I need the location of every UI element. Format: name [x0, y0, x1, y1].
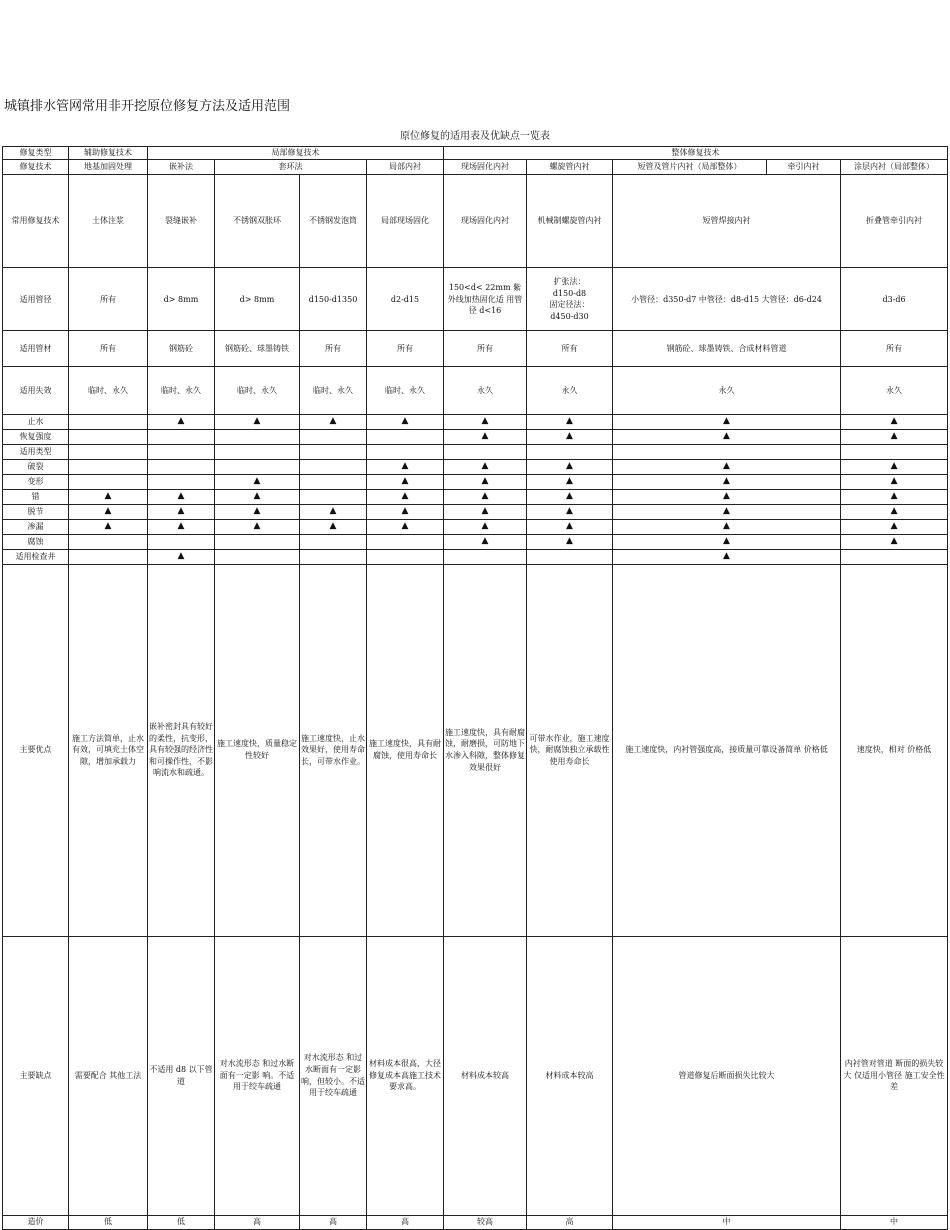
cell: 永久 — [613, 367, 841, 414]
triangle-mark-icon: ▲ — [444, 504, 527, 519]
header-cell: 折叠管牵引内衬 — [841, 174, 948, 268]
row-type — [3, 444, 948, 459]
cell: 管道修复后断面损失比较大 — [613, 936, 841, 1215]
triangle-mark-icon: ▲ — [367, 504, 444, 519]
cell: 临时、永久 — [300, 367, 367, 414]
triangle-mark-icon: ▲ — [841, 414, 948, 429]
cell: 材料成本很高，大径修复成本高施工技术要求高。 — [367, 936, 444, 1215]
cell-line: d450-d30 — [550, 311, 589, 321]
row-label: 恢复强度 — [3, 429, 69, 444]
triangle-mark-icon: ▲ — [841, 489, 948, 504]
row-diameter — [3, 268, 948, 331]
cell: 钢筋砼、球墨铸铁 — [215, 331, 300, 367]
cell: 施工速度快，质量稳定性较好 — [215, 564, 300, 936]
header-cell: 局部现场固化 — [367, 174, 444, 268]
cell: 所有 — [69, 268, 148, 331]
cell: 低 — [69, 1215, 148, 1229]
row-manhole — [3, 549, 948, 564]
cell: 临时、永久 — [215, 367, 300, 414]
row-stop-water — [3, 414, 948, 429]
row-label: 主要缺点 — [3, 936, 69, 1215]
cell: 施工速度快，止水效果好，使用寿命长，可带水作业。 — [300, 564, 367, 936]
triangle-mark-icon: ▲ — [613, 414, 841, 429]
cell: 所有 — [69, 331, 148, 367]
triangle-mark-icon: ▲ — [444, 474, 527, 489]
triangle-mark-icon: ▲ — [527, 489, 613, 504]
row-label: 适用失效 — [3, 367, 69, 414]
cell: 永久 — [841, 367, 948, 414]
triangle-mark-icon: ▲ — [148, 549, 215, 564]
cell: 所有 — [841, 331, 948, 367]
row-strength — [3, 429, 948, 444]
triangle-mark-icon: ▲ — [300, 414, 367, 429]
cell: 施工速度快，内衬管强度高，接质量可靠设备简单 价格低 — [613, 564, 841, 936]
triangle-mark-icon: ▲ — [527, 459, 613, 474]
row-label: 腐蚀 — [3, 534, 69, 549]
cell: d3-d6 — [841, 268, 948, 331]
triangle-mark-icon: ▲ — [613, 489, 841, 504]
triangle-mark-icon: ▲ — [148, 504, 215, 519]
triangle-mark-icon: ▲ — [69, 504, 148, 519]
row-label: 适用检查井 — [3, 549, 69, 564]
cell: 钢筋砼 — [148, 331, 215, 367]
triangle-mark-icon: ▲ — [527, 534, 613, 549]
row-leak — [3, 519, 948, 534]
cell: 需要配合 其他工法 — [69, 936, 148, 1215]
triangle-mark-icon: ▲ — [148, 489, 215, 504]
cell: 永久 — [527, 367, 613, 414]
triangle-mark-icon: ▲ — [841, 459, 948, 474]
cell: 所有 — [444, 331, 527, 367]
row-label: 破裂 — [3, 459, 69, 474]
cell: 可带水作业，施工速度快，耐腐蚀独立承载性使用寿命长 — [527, 564, 613, 936]
cell: d> 8mm — [215, 268, 300, 331]
header-whole: 整体修复技术 — [444, 147, 948, 160]
triangle-mark-icon: ▲ — [527, 429, 613, 444]
triangle-mark-icon: ▲ — [148, 414, 215, 429]
row-label: 变形 — [3, 474, 69, 489]
cell: 高 — [367, 1215, 444, 1229]
triangle-mark-icon: ▲ — [444, 534, 527, 549]
row-effect — [3, 367, 948, 414]
row-deform — [3, 474, 948, 489]
cell: d2-d15 — [367, 268, 444, 331]
triangle-mark-icon: ▲ — [367, 519, 444, 534]
cell: 临时、永久 — [367, 367, 444, 414]
header-cell: 短管焊接内衬 — [613, 174, 841, 268]
triangle-mark-icon: ▲ — [367, 414, 444, 429]
triangle-mark-icon: ▲ — [215, 504, 300, 519]
cell: 高 — [215, 1215, 300, 1229]
header-row-common — [3, 174, 948, 268]
row-material — [3, 331, 948, 367]
cell: 150<d< 22mm 紫外线加热固化适 用管径 d<16 — [444, 268, 527, 331]
header-cell: 涂层内衬（局部整体） — [841, 159, 948, 174]
triangle-mark-icon: ▲ — [367, 459, 444, 474]
cell: 中 — [841, 1215, 948, 1229]
triangle-mark-icon: ▲ — [367, 489, 444, 504]
triangle-mark-icon: ▲ — [613, 474, 841, 489]
header-cell: 短管及管片内衬（局部整体） — [613, 159, 767, 174]
triangle-mark-icon: ▲ — [300, 519, 367, 534]
triangle-mark-icon: ▲ — [527, 474, 613, 489]
triangle-mark-icon: ▲ — [527, 414, 613, 429]
cell: 低 — [148, 1215, 215, 1229]
triangle-mark-icon: ▲ — [300, 504, 367, 519]
cell: 材料成本较高 — [444, 936, 527, 1215]
row-label: 渗漏 — [3, 519, 69, 534]
cell: d> 8mm — [148, 268, 215, 331]
row-label: 错 — [3, 489, 69, 504]
header-cell: 嵌补法 — [148, 159, 215, 174]
header-cell: 机械制螺旋管内衬 — [527, 174, 613, 268]
triangle-mark-icon: ▲ — [215, 414, 300, 429]
cell: 高 — [300, 1215, 367, 1229]
header-cell: 土体注浆 — [69, 174, 148, 268]
header-cell: 不锈钢发泡筒 — [300, 174, 367, 268]
cell-line: 固定径法： — [549, 300, 590, 310]
row-label: 止水 — [3, 414, 69, 429]
triangle-mark-icon: ▲ — [613, 429, 841, 444]
triangle-mark-icon: ▲ — [215, 474, 300, 489]
cell: 小管径：d350-d7 中管径：d8-d15 大管径：d6-d24 — [613, 268, 841, 331]
row-break — [3, 459, 948, 474]
triangle-mark-icon: ▲ — [841, 504, 948, 519]
triangle-mark-icon: ▲ — [613, 519, 841, 534]
cell: 永久 — [444, 367, 527, 414]
header-cell: 牵引内衬 — [767, 159, 841, 174]
cell: 钢筋砼、球墨铸铁、合成材料管道 — [613, 331, 841, 367]
triangle-mark-icon: ▲ — [69, 489, 148, 504]
triangle-mark-icon: ▲ — [841, 534, 948, 549]
cell: 中 — [613, 1215, 841, 1229]
header-cell: 不锈钢双胀环 — [215, 174, 300, 268]
cell: 对水流形态 和过水断面有一定影 响。不适用于绞车疏通 — [215, 936, 300, 1215]
cell-line: d150-d8 — [552, 288, 587, 298]
table-caption: 原位修复的适用表及优缺点一览表 — [400, 131, 550, 142]
header-cell: 螺旋管内衬 — [527, 159, 613, 174]
triangle-mark-icon: ▲ — [527, 504, 613, 519]
triangle-mark-icon: ▲ — [444, 429, 527, 444]
row-offset — [3, 489, 948, 504]
repair-methods-table — [2, 146, 948, 1230]
triangle-mark-icon: ▲ — [444, 459, 527, 474]
cell: 材料成本较高 — [527, 936, 613, 1215]
row-disadvantages — [3, 936, 948, 1215]
triangle-mark-icon: ▲ — [215, 519, 300, 534]
cell: 速度快，相对 价格低 — [841, 564, 948, 936]
triangle-mark-icon: ▲ — [148, 519, 215, 534]
row-disjoint — [3, 504, 948, 519]
cell: 较高 — [444, 1215, 527, 1229]
row-advantages — [3, 564, 948, 936]
triangle-mark-icon: ▲ — [613, 549, 841, 564]
triangle-mark-icon: ▲ — [613, 534, 841, 549]
cell: 施工速度快，具有耐腐蚀，使用寿命长 — [367, 564, 444, 936]
triangle-mark-icon: ▲ — [444, 489, 527, 504]
row-label: 适用类型 — [3, 444, 69, 459]
header-cell: 现场固化内衬 — [444, 159, 527, 174]
triangle-mark-icon: ▲ — [215, 489, 300, 504]
page-title: 城镇排水管网常用非开挖原位修复方法及适用范围 — [4, 99, 291, 114]
cell: 内衬管对管道 断面的损失较大 仅适用小管径 施工安全性差 — [841, 936, 948, 1215]
header-cell: 裂缝嵌补 — [148, 174, 215, 268]
triangle-mark-icon: ▲ — [527, 519, 613, 534]
row-corrosion — [3, 534, 948, 549]
cell: 所有 — [367, 331, 444, 367]
header-label: 常用修复技术 — [3, 174, 69, 268]
triangle-mark-icon: ▲ — [444, 519, 527, 534]
triangle-mark-icon: ▲ — [841, 429, 948, 444]
cell: d150-d1350 — [300, 268, 367, 331]
row-label: 适用管材 — [3, 331, 69, 367]
triangle-mark-icon: ▲ — [69, 519, 148, 534]
header-cell: 现场固化内衬 — [444, 174, 527, 268]
header-row-tech — [3, 159, 948, 174]
header-label: 修复类型 — [3, 147, 69, 160]
cell: 嵌补密封具有较好的柔性，抗变形，具有较强的经济性和可操作性，不影响流水和疏通。 — [148, 564, 215, 936]
row-cost — [3, 1215, 948, 1229]
cell: 不适用 d8 以下管道 — [148, 936, 215, 1215]
header-aux: 辅助修复技术 — [69, 147, 148, 160]
row-label: 主要优点 — [3, 564, 69, 936]
header-cell: 套环法 — [215, 159, 367, 174]
triangle-mark-icon: ▲ — [367, 474, 444, 489]
header-local: 局部修复技术 — [148, 147, 444, 160]
cell-line: 扩张法： — [553, 277, 586, 287]
row-label: 适用管径 — [3, 268, 69, 331]
header-cell: 局部内衬 — [367, 159, 444, 174]
header-cell: 地基加固处理 — [69, 159, 148, 174]
cell: 所有 — [300, 331, 367, 367]
cell: 所有 — [527, 331, 613, 367]
triangle-mark-icon: ▲ — [613, 459, 841, 474]
cell: 高 — [527, 1215, 613, 1229]
cell — [527, 268, 613, 331]
cell: 施工方法简单，止水有效，可填充土体空隙，增加承载力 — [69, 564, 148, 936]
triangle-mark-icon: ▲ — [613, 504, 841, 519]
cell: 对水流形态 和过水断面有一定影响，但较小。不适用于绞车疏通 — [300, 936, 367, 1215]
header-label: 修复技术 — [3, 159, 69, 174]
cell: 临时、永久 — [69, 367, 148, 414]
triangle-mark-icon: ▲ — [841, 474, 948, 489]
row-label: 脱节 — [3, 504, 69, 519]
triangle-mark-icon: ▲ — [444, 414, 527, 429]
header-row-type — [3, 147, 948, 160]
cell: 施工速度快，具有耐腐蚀，耐磨损，可防地下水渗入科隙，整体修复效果很好 — [444, 564, 527, 936]
row-label: 造价 — [3, 1215, 69, 1229]
triangle-mark-icon: ▲ — [841, 519, 948, 534]
cell: 临时、永久 — [148, 367, 215, 414]
